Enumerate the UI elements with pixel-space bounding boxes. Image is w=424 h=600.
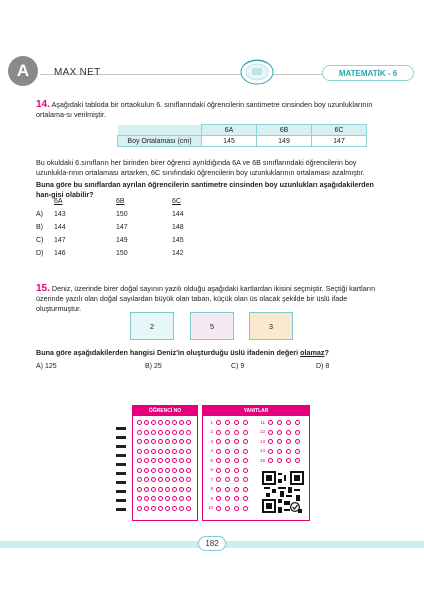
answer-row-number: 14 <box>259 448 265 453</box>
answer-bubble[interactable] <box>158 477 163 482</box>
answer-bubble[interactable] <box>144 420 149 425</box>
answer-bubble[interactable] <box>151 420 156 425</box>
brand-name: MAX NET <box>54 67 101 78</box>
answer-bubble[interactable] <box>216 439 221 444</box>
answer-bubble[interactable] <box>225 420 230 425</box>
answer-row-number: 6 <box>210 467 213 472</box>
answer-bubble[interactable] <box>286 420 291 425</box>
answer-bubble[interactable] <box>234 430 239 435</box>
answer-bubble[interactable] <box>137 430 142 435</box>
answer-bubble[interactable] <box>243 506 248 511</box>
answer-bubble[interactable] <box>151 439 156 444</box>
timing-mark <box>116 445 126 448</box>
answer-bubble[interactable] <box>295 420 300 425</box>
answer-bubble[interactable] <box>165 449 170 454</box>
answer-bubble[interactable] <box>151 477 156 482</box>
answer-bubble[interactable] <box>172 439 177 444</box>
answer-bubble[interactable] <box>268 420 273 425</box>
page-header <box>0 62 424 86</box>
answer-bubble[interactable] <box>286 430 291 435</box>
answer-bubble[interactable] <box>268 439 273 444</box>
answer-bubble[interactable] <box>165 477 170 482</box>
answer-bubble[interactable] <box>158 506 163 511</box>
answer-bubble[interactable] <box>137 506 142 511</box>
answer-bubble[interactable] <box>137 439 142 444</box>
booklet-badge: A <box>8 56 38 86</box>
answer-bubble[interactable] <box>172 468 177 473</box>
answer-bubble[interactable] <box>179 458 184 463</box>
page-number: 182 <box>198 536 226 551</box>
answer-bubble[interactable] <box>268 449 273 454</box>
table-header-6c: 6C <box>312 125 367 136</box>
answer-bubble[interactable] <box>225 439 230 444</box>
answer-bubble[interactable] <box>186 496 191 501</box>
answer-bubble[interactable] <box>158 449 163 454</box>
answers-title: YANITLAR <box>203 406 309 416</box>
answer-bubble[interactable] <box>295 439 300 444</box>
answer-bubble[interactable] <box>216 496 221 501</box>
answer-bubble[interactable] <box>137 468 142 473</box>
answer-bubble[interactable] <box>234 458 239 463</box>
answer-bubble[interactable] <box>277 439 282 444</box>
answer-bubble[interactable] <box>216 506 221 511</box>
answer-bubble[interactable] <box>216 477 221 482</box>
timing-mark <box>116 472 126 475</box>
emphasis-word: olamaz <box>300 348 325 357</box>
answer-bubble[interactable] <box>172 430 177 435</box>
answer-bubble[interactable] <box>225 496 230 501</box>
option-col-6c: 6C <box>172 198 181 205</box>
answer-bubble[interactable] <box>243 439 248 444</box>
answer-bubble[interactable] <box>179 449 184 454</box>
number-card: 5 <box>190 312 234 340</box>
answer-bubble[interactable] <box>186 506 191 511</box>
answer-bubble[interactable] <box>137 496 142 501</box>
timing-mark <box>116 436 126 439</box>
answer-bubble[interactable] <box>179 439 184 444</box>
answer-bubble[interactable] <box>234 439 239 444</box>
question-15-text <box>36 284 380 314</box>
question-number: 15. <box>36 283 50 294</box>
question-text: Aşağıdaki tabloda bir ortaokulun 6. sınıflarındaki öğrencilerin santimetre cinsinden boy uzunluklarının ortalama-sı verilmiştir. <box>36 100 373 119</box>
question-text: Deniz, üzerinde birer doğal sayının yazılı olduğu aşağıdaki kartlardan ikisini seçmiştir. Seçtiği kartların üzerinde yazılı olan doğal sayılardan büyük olan taban, küçük olan üs olacak şekilde bir üslü ifade oluşturmuştur. <box>36 284 376 313</box>
answer-bubble[interactable] <box>243 420 248 425</box>
subject-label: MATEMATİK - 6 <box>322 65 414 81</box>
answer-bubble[interactable] <box>151 487 156 492</box>
answer-bubble[interactable] <box>295 458 300 463</box>
answer-bubble[interactable] <box>225 506 230 511</box>
answer-bubble[interactable] <box>216 430 221 435</box>
option-d[interactable]: D) 8 <box>316 363 330 370</box>
table-cell: 149 <box>257 136 312 147</box>
answer-bubble[interactable] <box>234 496 239 501</box>
table-cell: 145 <box>202 136 257 147</box>
qr-code-icon <box>262 471 304 517</box>
table-cell: 147 <box>312 136 367 147</box>
number-card: 2 <box>130 312 174 340</box>
answer-bubble[interactable] <box>234 506 239 511</box>
optical-answer-form <box>116 405 312 523</box>
table-header-6a: 6A <box>202 125 257 136</box>
answer-row-number: 12 <box>259 429 265 434</box>
answer-row-number: 15 <box>259 457 265 463</box>
question-14-intro <box>36 100 380 120</box>
answer-bubble[interactable] <box>277 449 282 454</box>
answer-bubble[interactable] <box>172 420 177 425</box>
answer-row-number: 11 <box>260 419 265 425</box>
timing-mark <box>116 427 126 430</box>
answer-bubble[interactable] <box>234 420 239 425</box>
answer-bubble[interactable] <box>179 430 184 435</box>
answer-bubble[interactable] <box>158 468 163 473</box>
timing-mark <box>116 508 126 511</box>
answer-bubble[interactable] <box>243 430 248 435</box>
answer-bubble[interactable] <box>158 487 163 492</box>
answer-bubble[interactable] <box>277 420 282 425</box>
answer-bubble[interactable] <box>172 496 177 501</box>
answer-bubble[interactable] <box>243 477 248 482</box>
answer-bubble[interactable] <box>151 458 156 463</box>
answer-row-number: 8 <box>210 486 213 491</box>
answer-bubble[interactable] <box>243 458 248 463</box>
answer-bubble[interactable] <box>186 487 191 492</box>
answer-bubble[interactable] <box>144 430 149 435</box>
answer-bubble[interactable] <box>186 420 191 425</box>
answer-bubble[interactable] <box>186 430 191 435</box>
answer-bubble[interactable] <box>158 420 163 425</box>
question-15-prompt: Buna göre aşağıdakilerden hangisi Deniz'in oluşturduğu üslü ifadenin değeri olamaz? <box>36 348 329 357</box>
answer-bubble[interactable] <box>243 468 248 473</box>
answer-bubble[interactable] <box>165 506 170 511</box>
answer-row-number: 4 <box>210 448 213 453</box>
question-14-paragraph: Bu okuldaki 6.sınıfların her birinden birer öğrenci ayrıldığında 6A ve 6B sınıflarındaki öğrencilerin boy uzunlukla-rının ortalaması artarken, 6C sınıfındaki öğrencilerin boy uzunluklarının ortalaması azalmıştır. <box>36 158 365 177</box>
answer-bubble[interactable] <box>137 458 142 463</box>
answer-bubble[interactable] <box>216 420 221 425</box>
answer-bubble[interactable] <box>179 506 184 511</box>
timing-mark <box>116 454 126 457</box>
answer-bubble[interactable] <box>225 468 230 473</box>
answer-bubble[interactable] <box>186 477 191 482</box>
answer-bubble[interactable] <box>243 487 248 492</box>
answer-bubble[interactable] <box>165 420 170 425</box>
answer-bubble[interactable] <box>286 439 291 444</box>
answer-bubble[interactable] <box>277 430 282 435</box>
answer-bubble[interactable] <box>172 487 177 492</box>
answer-bubble[interactable] <box>186 458 191 463</box>
answer-row-number: 13 <box>259 438 265 444</box>
answer-bubble[interactable] <box>243 449 248 454</box>
answer-bubble[interactable] <box>137 420 142 425</box>
answer-bubble[interactable] <box>151 430 156 435</box>
table-header-6b: 6B <box>257 125 312 136</box>
answer-bubble[interactable] <box>225 458 230 463</box>
answer-row-number: 5 <box>210 457 213 463</box>
answer-bubble[interactable] <box>216 458 221 463</box>
answer-bubble[interactable] <box>151 468 156 473</box>
answer-bubble[interactable] <box>225 430 230 435</box>
option-col-6b: 6B <box>116 198 125 205</box>
answer-bubble[interactable] <box>172 506 177 511</box>
answer-bubble[interactable] <box>234 449 239 454</box>
answer-bubble[interactable] <box>165 458 170 463</box>
answer-bubble[interactable] <box>144 458 149 463</box>
answer-bubble[interactable] <box>216 487 221 492</box>
answer-bubble[interactable] <box>179 496 184 501</box>
answer-bubble[interactable] <box>179 468 184 473</box>
answer-bubble[interactable] <box>179 420 184 425</box>
answer-bubble[interactable] <box>172 449 177 454</box>
answer-bubble[interactable] <box>295 449 300 454</box>
timing-mark <box>116 490 126 493</box>
answer-bubble[interactable] <box>172 477 177 482</box>
answer-bubble[interactable] <box>158 458 163 463</box>
answer-bubble[interactable] <box>186 468 191 473</box>
answer-bubble[interactable] <box>277 458 282 463</box>
answer-bubble[interactable] <box>268 430 273 435</box>
number-card: 3 <box>249 312 293 340</box>
answer-bubble[interactable] <box>286 458 291 463</box>
answer-bubble[interactable] <box>158 496 163 501</box>
student-number-title: ÖĞRENCİ NO <box>133 406 197 416</box>
table-row-label: Boy Ortalaması (cm) <box>118 136 202 147</box>
timing-mark <box>116 481 126 484</box>
answer-bubble[interactable] <box>165 487 170 492</box>
timing-mark <box>116 463 126 466</box>
answer-bubble[interactable] <box>216 449 221 454</box>
answer-row-number: 2 <box>210 429 213 434</box>
answer-bubble[interactable] <box>225 477 230 482</box>
answer-bubble[interactable] <box>144 487 149 492</box>
answer-bubble[interactable] <box>144 468 149 473</box>
answer-bubble[interactable] <box>225 449 230 454</box>
answer-bubble[interactable] <box>144 449 149 454</box>
answer-bubble[interactable] <box>165 496 170 501</box>
answer-row-number: 7 <box>210 476 213 482</box>
answer-bubble[interactable] <box>151 496 156 501</box>
answer-bubble[interactable] <box>137 487 142 492</box>
answer-bubble[interactable] <box>151 449 156 454</box>
answer-row-number: 3 <box>210 438 213 444</box>
question-number: 14. <box>36 99 50 110</box>
answer-bubble[interactable] <box>243 496 248 501</box>
answer-bubble[interactable] <box>165 430 170 435</box>
answer-bubble[interactable] <box>144 477 149 482</box>
option-col-6a: 6A <box>54 198 63 205</box>
answer-row-number: 9 <box>210 495 213 501</box>
answer-bubble[interactable] <box>165 439 170 444</box>
answer-bubble[interactable] <box>158 439 163 444</box>
answer-bubble[interactable] <box>234 487 239 492</box>
answer-bubble[interactable] <box>286 449 291 454</box>
answer-bubble[interactable] <box>216 468 221 473</box>
answer-bubble[interactable] <box>137 449 142 454</box>
answer-bubble[interactable] <box>144 506 149 511</box>
answer-bubble[interactable] <box>144 439 149 444</box>
answer-bubble[interactable] <box>186 439 191 444</box>
answer-bubble[interactable] <box>268 458 273 463</box>
answer-row-number: 1 <box>210 419 213 425</box>
option-b[interactable]: B) 25 <box>145 363 162 370</box>
answer-row-number: 10 <box>207 505 213 510</box>
option-a[interactable]: A) 125 <box>36 363 57 370</box>
answer-bubble[interactable] <box>165 468 170 473</box>
answer-bubble[interactable] <box>144 496 149 501</box>
student-number-panel <box>132 405 198 521</box>
height-table <box>117 124 367 147</box>
answer-bubble[interactable] <box>151 506 156 511</box>
answer-bubble[interactable] <box>179 477 184 482</box>
option-c[interactable]: C) 9 <box>231 363 245 370</box>
answer-bubble[interactable] <box>158 430 163 435</box>
answer-bubble[interactable] <box>295 430 300 435</box>
answer-bubble[interactable] <box>172 458 177 463</box>
answer-bubble[interactable] <box>179 487 184 492</box>
answer-bubble[interactable] <box>234 477 239 482</box>
answer-bubble[interactable] <box>137 477 142 482</box>
timing-mark <box>116 499 126 502</box>
publisher-logo <box>238 56 276 86</box>
answer-bubble[interactable] <box>186 449 191 454</box>
answer-bubble[interactable] <box>234 468 239 473</box>
answer-bubble[interactable] <box>225 487 230 492</box>
question-14-prompt: Buna göre bu sınıflardan ayrılan öğrencilerin santimetre cinsinden boy uzunlukları aşağıdakilerden han-gisi olabilir? <box>36 180 374 199</box>
